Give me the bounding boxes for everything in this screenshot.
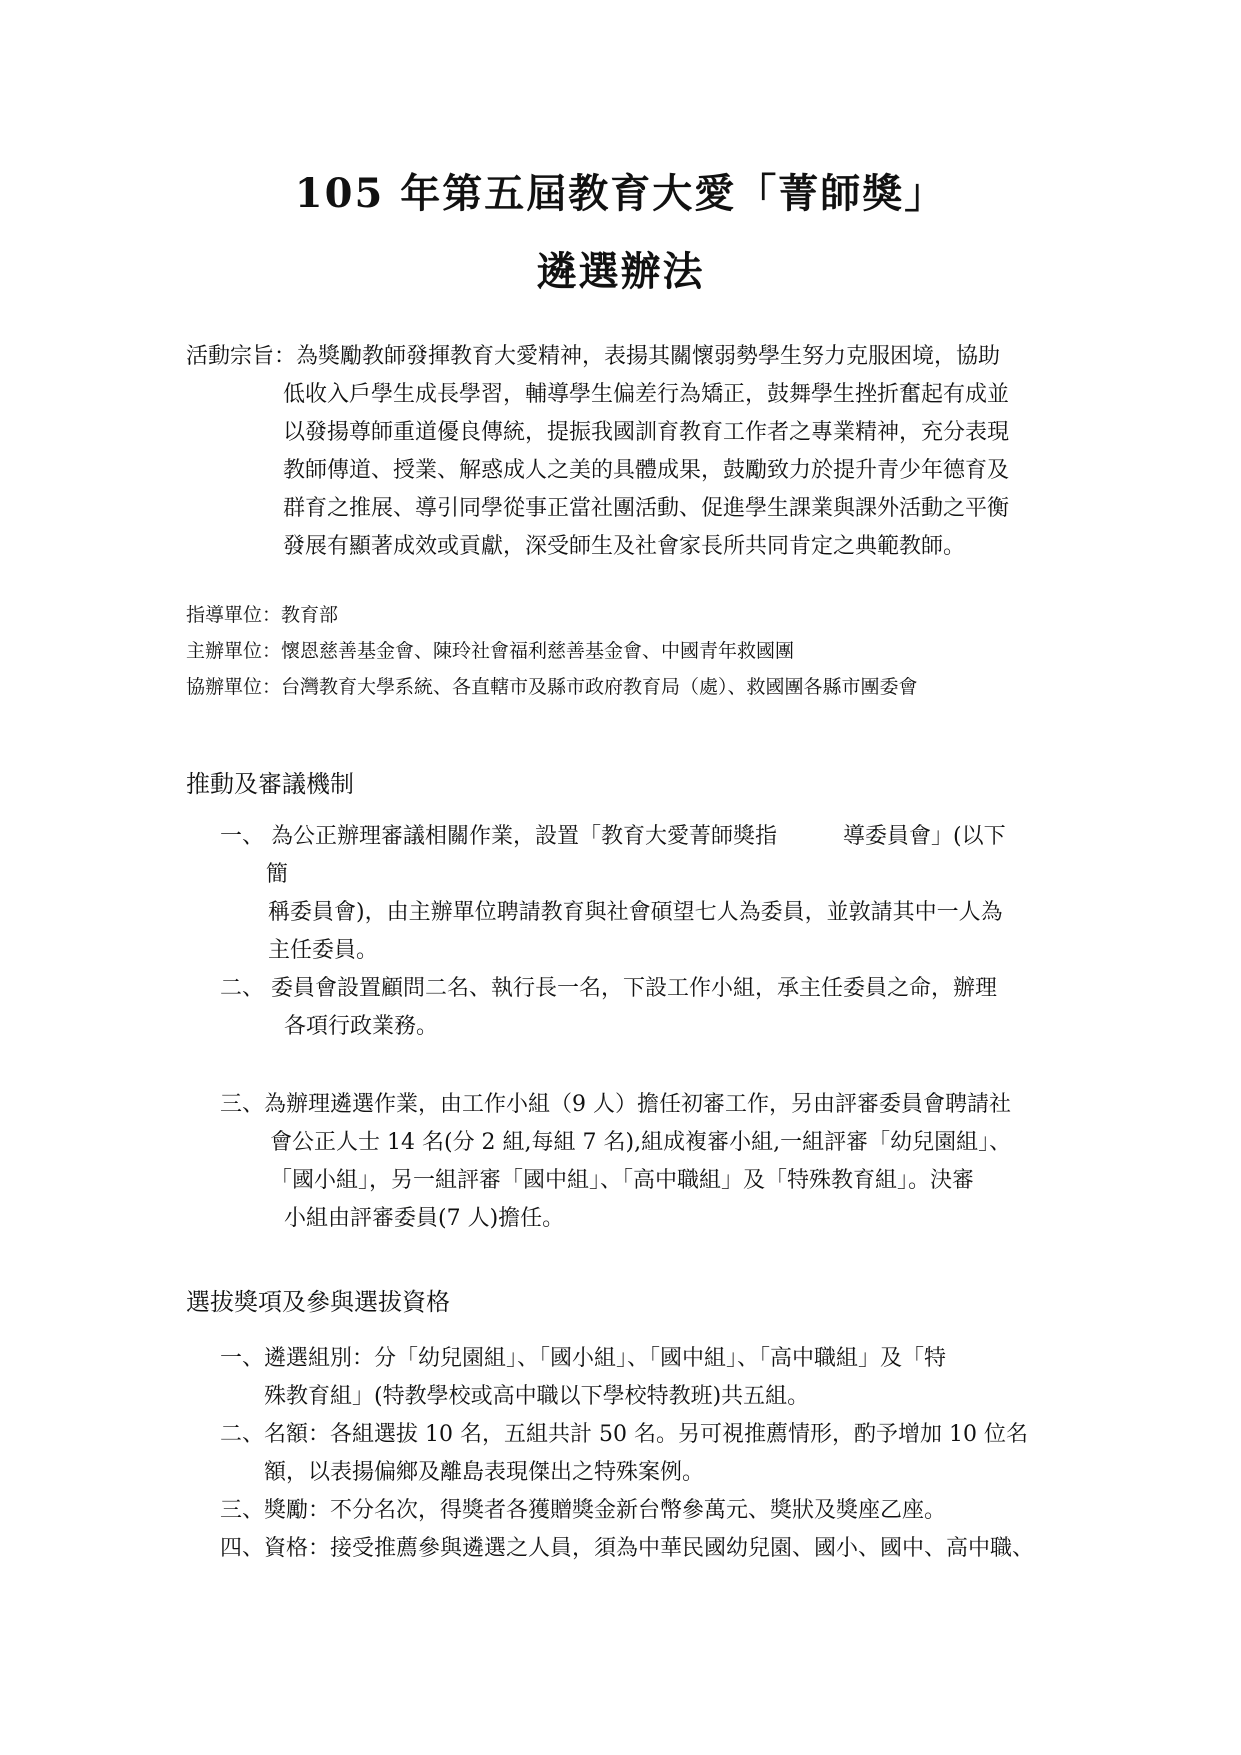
list-item: 稱委員會)，由主辦單位聘請教育與社會碩望七人為委員，並敦請其中一人為 (268, 900, 1003, 925)
list-item: 二、 委員會設置顧問二名、執行長一名，下設工作小組，承主任委員之命，辦理 (220, 976, 997, 1001)
list-item: 各項行政業務。 (284, 1014, 439, 1039)
host-unit: 主辦單位：懷恩慈善基金會、陳玲社會福利慈善基金會、中國青年救國團 (186, 640, 795, 662)
list-item: 簡 (266, 862, 289, 887)
purpose-line: 教師傳道、授業、解惑成人之美的具體成果，鼓勵致力於提升青少年德育及 (283, 458, 1010, 483)
document-subtitle: 遴選辦法 (536, 248, 705, 295)
list-item: 主任委員。 (268, 938, 379, 963)
co-organizer-unit: 協辦單位：台灣教育大學系統、各直轄市及縣市政府教育局（處）、救國團各縣市團委會 (186, 676, 918, 698)
list-item: 三、獎勵：不分名次，得獎者各獲贈獎金新台幣參萬元、獎狀及獎座乙座。 (220, 1498, 947, 1523)
purpose-line: 群育之推展、導引同學從事正當社團活動、促進學生課業與課外活動之平衡 (283, 496, 1010, 521)
list-item: 二、名額：各組選拔 10 名，五組共計 50 名。另可視推薦情形，酌予增加 10 位名 (220, 1422, 1028, 1447)
section-heading: 推動及審議機制 (186, 770, 354, 798)
list-item: 三、為辦理遴選作業，由工作小組（9 人）擔任初審工作，另由評審委員會聘請社 (220, 1092, 1011, 1117)
list-item: 會公正人士 14 名(分 2 組,每組 7 名),組成複審小組,一組評審「幼兒園組」、 (270, 1130, 1012, 1155)
list-item: 一、 為公正辦理審議相關作業，設置「教育大愛菁師獎指 導委員會」(以下 (220, 824, 1006, 849)
list-item: 一、遴選組別：分「幼兒園組」、「國小組」、「國中組」、「高中職組」及「特 (220, 1346, 947, 1371)
list-item: 殊教育組」(特教學校或高中職以下學校特教班)共五組。 (264, 1384, 810, 1409)
purpose-line: 以發揚尊師重道優良傳統，提振我國訓育教育工作者之專業精神，充分表現 (283, 420, 1010, 445)
section-heading: 選拔獎項及參與選拔資格 (186, 1288, 450, 1316)
list-item: 額，以表揚偏鄉及離島表現傑出之特殊案例。 (264, 1460, 705, 1485)
list-item: 四、資格：接受推薦參與遴選之人員，須為中華民國幼兒園、國小、國中、高中職、 (220, 1536, 1035, 1561)
purpose-line: 發展有顯著成效或貢獻，深受師生及社會家長所共同肯定之典範教師。 (283, 534, 966, 559)
document-title: 105 年第五屆教育大愛「菁師獎」 (294, 170, 947, 217)
guide-unit: 指導單位：教育部 (186, 604, 339, 626)
list-item: 「國小組」，另一組評審「國中組」、「高中職組」及「特殊教育組」。決審 (270, 1168, 975, 1193)
purpose-line: 低收入戶學生成長學習，輔導學生偏差行為矯正，鼓舞學生挫折奮起有成並 (283, 382, 1010, 407)
purpose-line: 活動宗旨：為獎勵教師發揮教育大愛精神，表揚其關懷弱勢學生努力克服困境，協助 (186, 344, 1001, 369)
list-item: 小組由評審委員(7 人)擔任。 (284, 1206, 565, 1231)
